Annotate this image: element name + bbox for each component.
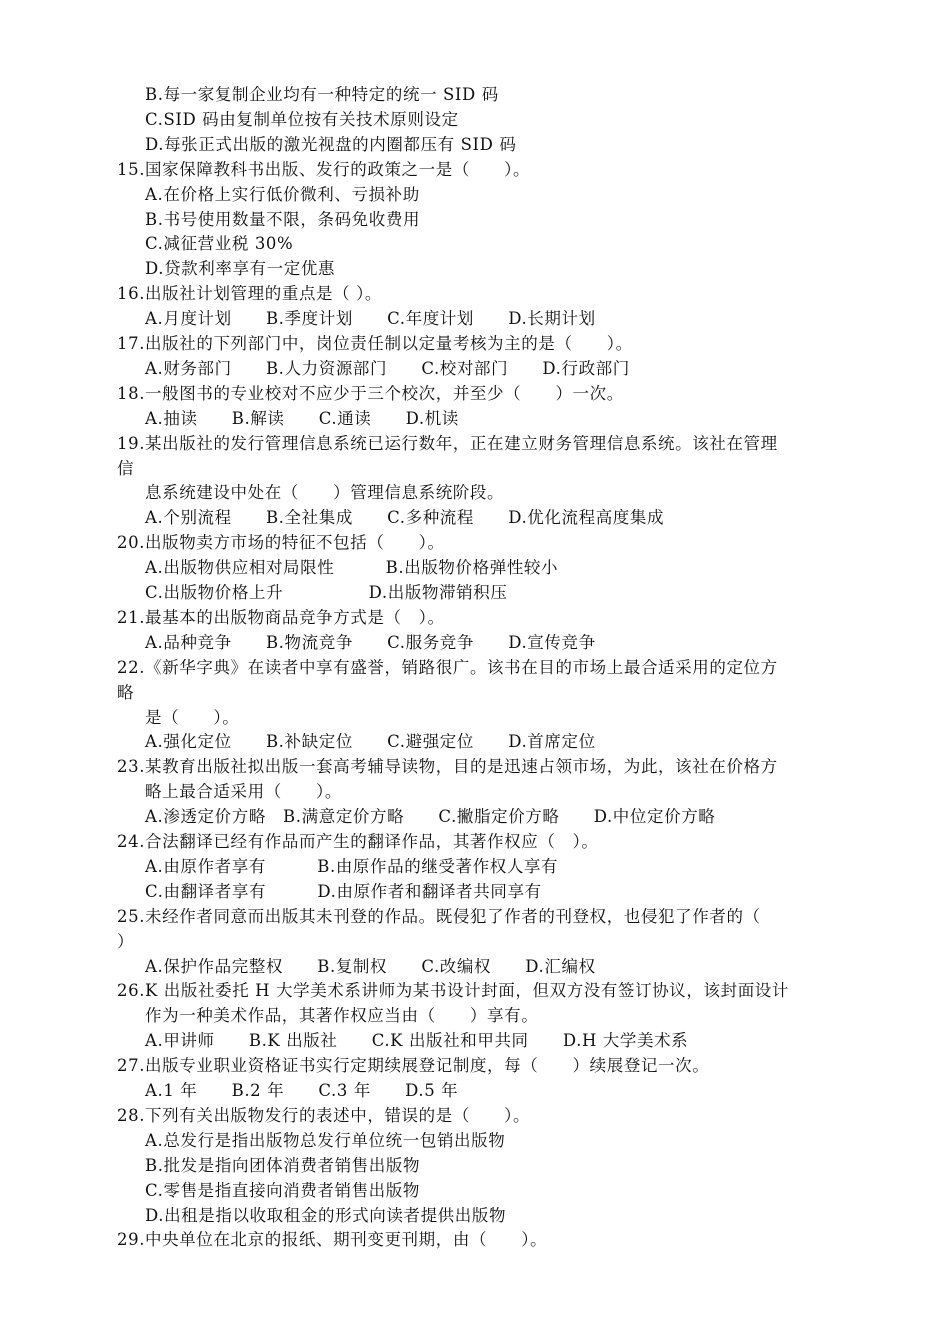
- question-line: 22.《新华字典》在读者中享有盛誉，销路很广。该书在目的市场上最合适采用的定位方: [117, 657, 778, 677]
- option-line: A.财务部门 B.人力资源部门 C.校对部门 D.行政部门: [145, 358, 630, 378]
- option-line: B.书号使用数量不限，条码免收费用: [145, 209, 421, 229]
- continuation-line: 息系统建设中处在（ ）管理信息系统阶段。: [145, 483, 505, 503]
- question-line: 26.K 出版社委托 H 大学美术系讲师为某书设计封面，但双方没有签订协议，该封面设计: [117, 981, 789, 1001]
- continuation-line: 信: [117, 458, 135, 478]
- option-line: A.个别流程 B.全社集成 C.多种流程 D.优化流程高度集成: [145, 508, 665, 528]
- option-line: C.减征营业税 30%: [145, 234, 294, 254]
- option-line: C.SID 码由复制单位按有关技术原则设定: [145, 109, 459, 129]
- option-line: A.出版物供应相对局限性 B.出版物价格弹性较小: [145, 558, 559, 578]
- question-line: 23.某教育出版社拟出版一套高考辅导读物，目的是迅速占领市场，为此，该社在价格方: [117, 757, 778, 777]
- option-line: B.每一家复制企业均有一种特定的统一 SID 码: [145, 85, 499, 104]
- option-line: A.在价格上实行低价微利、亏损补助: [145, 184, 420, 204]
- continuation-line: 略上最合适采用（ ）。: [145, 782, 342, 802]
- question-line: 29.中央单位在北京的报纸、期刊变更刊期，由（ ）。: [117, 1230, 548, 1250]
- option-line: A.强化定位 B.补缺定位 C.避强定位 D.首席定位: [145, 732, 596, 752]
- option-line: C.由翻译者享有 D.由原作者和翻译者共同享有: [145, 881, 542, 901]
- option-line: C.出版物价格上升 D.出版物滞销积压: [145, 583, 508, 602]
- question-line: 16.出版社计划管理的重点是（ ）。: [117, 284, 383, 304]
- question-line: 18.一般图书的专业校对不应少于三个校次，并至少（ ）一次。: [117, 383, 624, 403]
- question-line: 15.国家保障教科书出版、发行的政策之一是（ ）。: [117, 159, 531, 179]
- question-line: 17.出版社的下列部门中，岗位责任制以定量考核为主的是（ ）。: [117, 334, 633, 353]
- continuation-line: ）: [117, 931, 135, 951]
- question-line: 25.未经作者同意而出版其未刊登的作品。既侵犯了作者的刊登权，也侵犯了作者的（: [117, 906, 761, 926]
- option-line: A.甲讲师 B.K 出版社 C.K 出版社和甲共同 D.H 大学美术系: [145, 1031, 689, 1051]
- option-line: B.批发是指向团体消费者销售出版物: [145, 1155, 421, 1175]
- option-line: A.保护作品完整权 B.复制权 C.改编权 D.汇编权: [145, 956, 596, 976]
- question-line: 21.最基本的出版物商品竞争方式是（ ）。: [117, 607, 445, 627]
- option-line: A.月度计划 B.季度计划 C.年度计划 D.长期计划: [145, 309, 596, 329]
- option-line: C.零售是指直接向消费者销售出版物: [145, 1180, 420, 1200]
- option-line: A.1 年 B.2 年 C.3 年 D.5 年: [145, 1081, 459, 1100]
- question-line: 20.出版物卖方市场的特征不包括（ ）。: [117, 533, 445, 553]
- option-line: A.渗透定价方略 B.满意定价方略 C.撇脂定价方略 D.中位定价方略: [145, 807, 716, 827]
- continuation-line: 略: [117, 682, 135, 702]
- question-line: 28.下列有关出版物发行的表述中，错误的是（ ）。: [117, 1105, 531, 1125]
- question-line: 27.出版专业职业资格证书实行定期续展登记制度，每（ ）续展登记一次。: [117, 1056, 710, 1076]
- question-line: 24.合法翻译已经有作品而产生的翻译作品，其著作权应（ ）。: [117, 832, 599, 851]
- continuation-line: 是（ ）。: [145, 707, 240, 727]
- option-line: D.出租是指以收取租金的形式向读者提供出版物: [145, 1205, 507, 1225]
- option-line: A.品种竞争 B.物流竞争 C.服务竞争 D.宣传竞争: [145, 632, 596, 652]
- option-line: A.由原作者享有 B.由原作品的继受著作权人享有: [145, 856, 559, 876]
- option-line: D.贷款利率享有一定优惠: [145, 259, 336, 279]
- option-line: A.总发行是指出版物总发行单位统一包销出版物: [145, 1130, 506, 1150]
- continuation-line: 作为一种美术作品，其著作权应当由（ ）享有。: [145, 1006, 539, 1026]
- question-line: 19.某出版社的发行管理信息系统已运行数年，正在建立财务管理信息系统。该社在管理: [117, 433, 778, 453]
- option-line: D.每张正式出版的激光视盘的内圈都压有 SID 码: [145, 134, 517, 154]
- option-line: A.抽读 B.解读 C.通读 D.机读: [145, 408, 459, 428]
